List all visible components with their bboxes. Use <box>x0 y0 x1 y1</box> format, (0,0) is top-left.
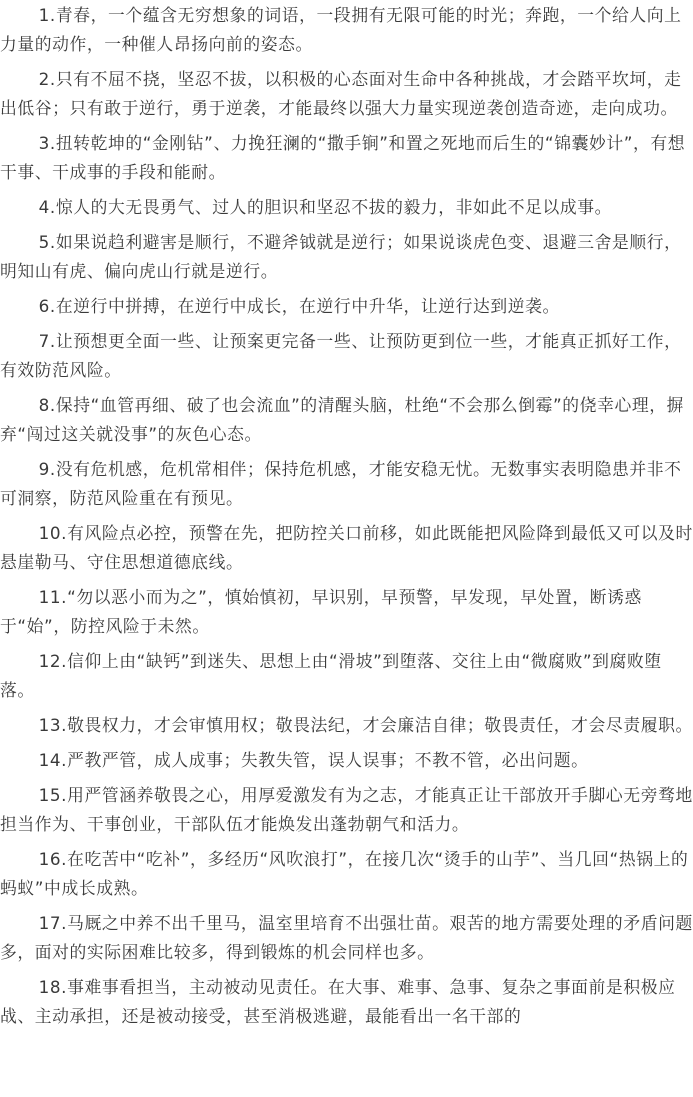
paragraph-17: 17.马厩之中养不出千里马，温室里培育不出强壮苗。艰苦的地方需要处理的矛盾问题多，面对的实际困难比较多，得到锻炼的机会同样也多。 <box>0 913 693 962</box>
paragraph-10: 10.有风险点必控，预警在先，把防控关口前移，如此既能把风险降到最低又可以及时悬崖勒马、守住思想道德底线。 <box>0 523 693 572</box>
paragraph-16: 16.在吃苦中“吃补”，多经历“风吹浪打”，在接几次“烫手的山芋”、当几回“热锅上的蚂蚁”中成长成熟。 <box>0 849 689 898</box>
paragraph-13: 13.敬畏权力，才会审慎用权；敬畏法纪，才会廉洁自律；敬畏责任，才会尽责履职。 <box>38 715 693 735</box>
paragraph-11: 11.“勿以恶小而为之”，慎始慎初，早识别，早预警，早发现，早处置，断诱惑于“始”，防控风险于未然。 <box>0 587 642 636</box>
paragraph-1: 1.青春，一个蕴含无穷想象的词语，一段拥有无限可能的时光；奔跑，一个给人向上力量的动作，一种催人昂扬向前的姿态。 <box>0 5 682 54</box>
paragraph-18: 18.事难事看担当，主动被动见责任。在大事、难事、急事、复杂之事面前是积极应战、主动承担，还是被动接受，甚至消极逃避，最能看出一名干部的 <box>0 977 676 1026</box>
paragraph-15: 15.用严管涵养敬畏之心，用厚爱激发有为之志，才能真正让干部放开手脚心无旁骛地担当作为、干事创业，干部队伍才能焕发出蓬勃朝气和活力。 <box>0 785 693 834</box>
paragraph-9: 9.没有危机感，危机常相伴；保持危机感，才能安稳无忧。无数事实表明隐患并非不可洞察，防范风险重在有预见。 <box>0 459 682 508</box>
paragraph-5: 5.如果说趋利避害是顺行，不避斧钺就是逆行；如果说谈虎色变、退避三舍是顺行，明知山有虎、偏向虎山行就是逆行。 <box>0 232 682 281</box>
paragraph-14: 14.严教严管，成人成事；失教失管，误人误事；不教不管，必出问题。 <box>38 750 589 770</box>
paragraph-4: 4.惊人的大无畏勇气、过人的胆识和坚忍不拔的毅力，非如此不足以成事。 <box>38 197 613 217</box>
paragraph-8: 8.保持“血管再细、破了也会流血”的清醒头脑，杜绝“不会那么倒霉”的侥幸心理，摒弃“闯过这关就没事”的灰色心态。 <box>0 395 684 444</box>
paragraph-6: 6.在逆行中拼搏，在逆行中成长，在逆行中升华，让逆行达到逆袭。 <box>38 296 560 316</box>
paragraph-3: 3.扭转乾坤的“金刚钻”、力挽狂澜的“撒手锏”和置之死地而后生的“锦囊妙计”，有想干事、干成事的手段和能耐。 <box>0 133 686 182</box>
paragraph-2: 2.只有不屈不挠，坚忍不拔，以积极的心态面对生命中各种挑战，才会踏平坎坷，走出低谷；只有敢于逆行，勇于逆袭，才能最终以强大力量实现逆袭创造奇迹，走向成功。 <box>0 69 682 118</box>
paragraph-7: 7.让预想更全面一些、让预案更完备一些、让预防更到位一些，才能真正抓好工作，有效防范风险。 <box>0 331 682 380</box>
paragraph-12: 12.信仰上由“缺钙”到迷失、思想上由“滑坡”到堕落、交往上由“微腐败”到腐败堕落。 <box>0 651 662 700</box>
